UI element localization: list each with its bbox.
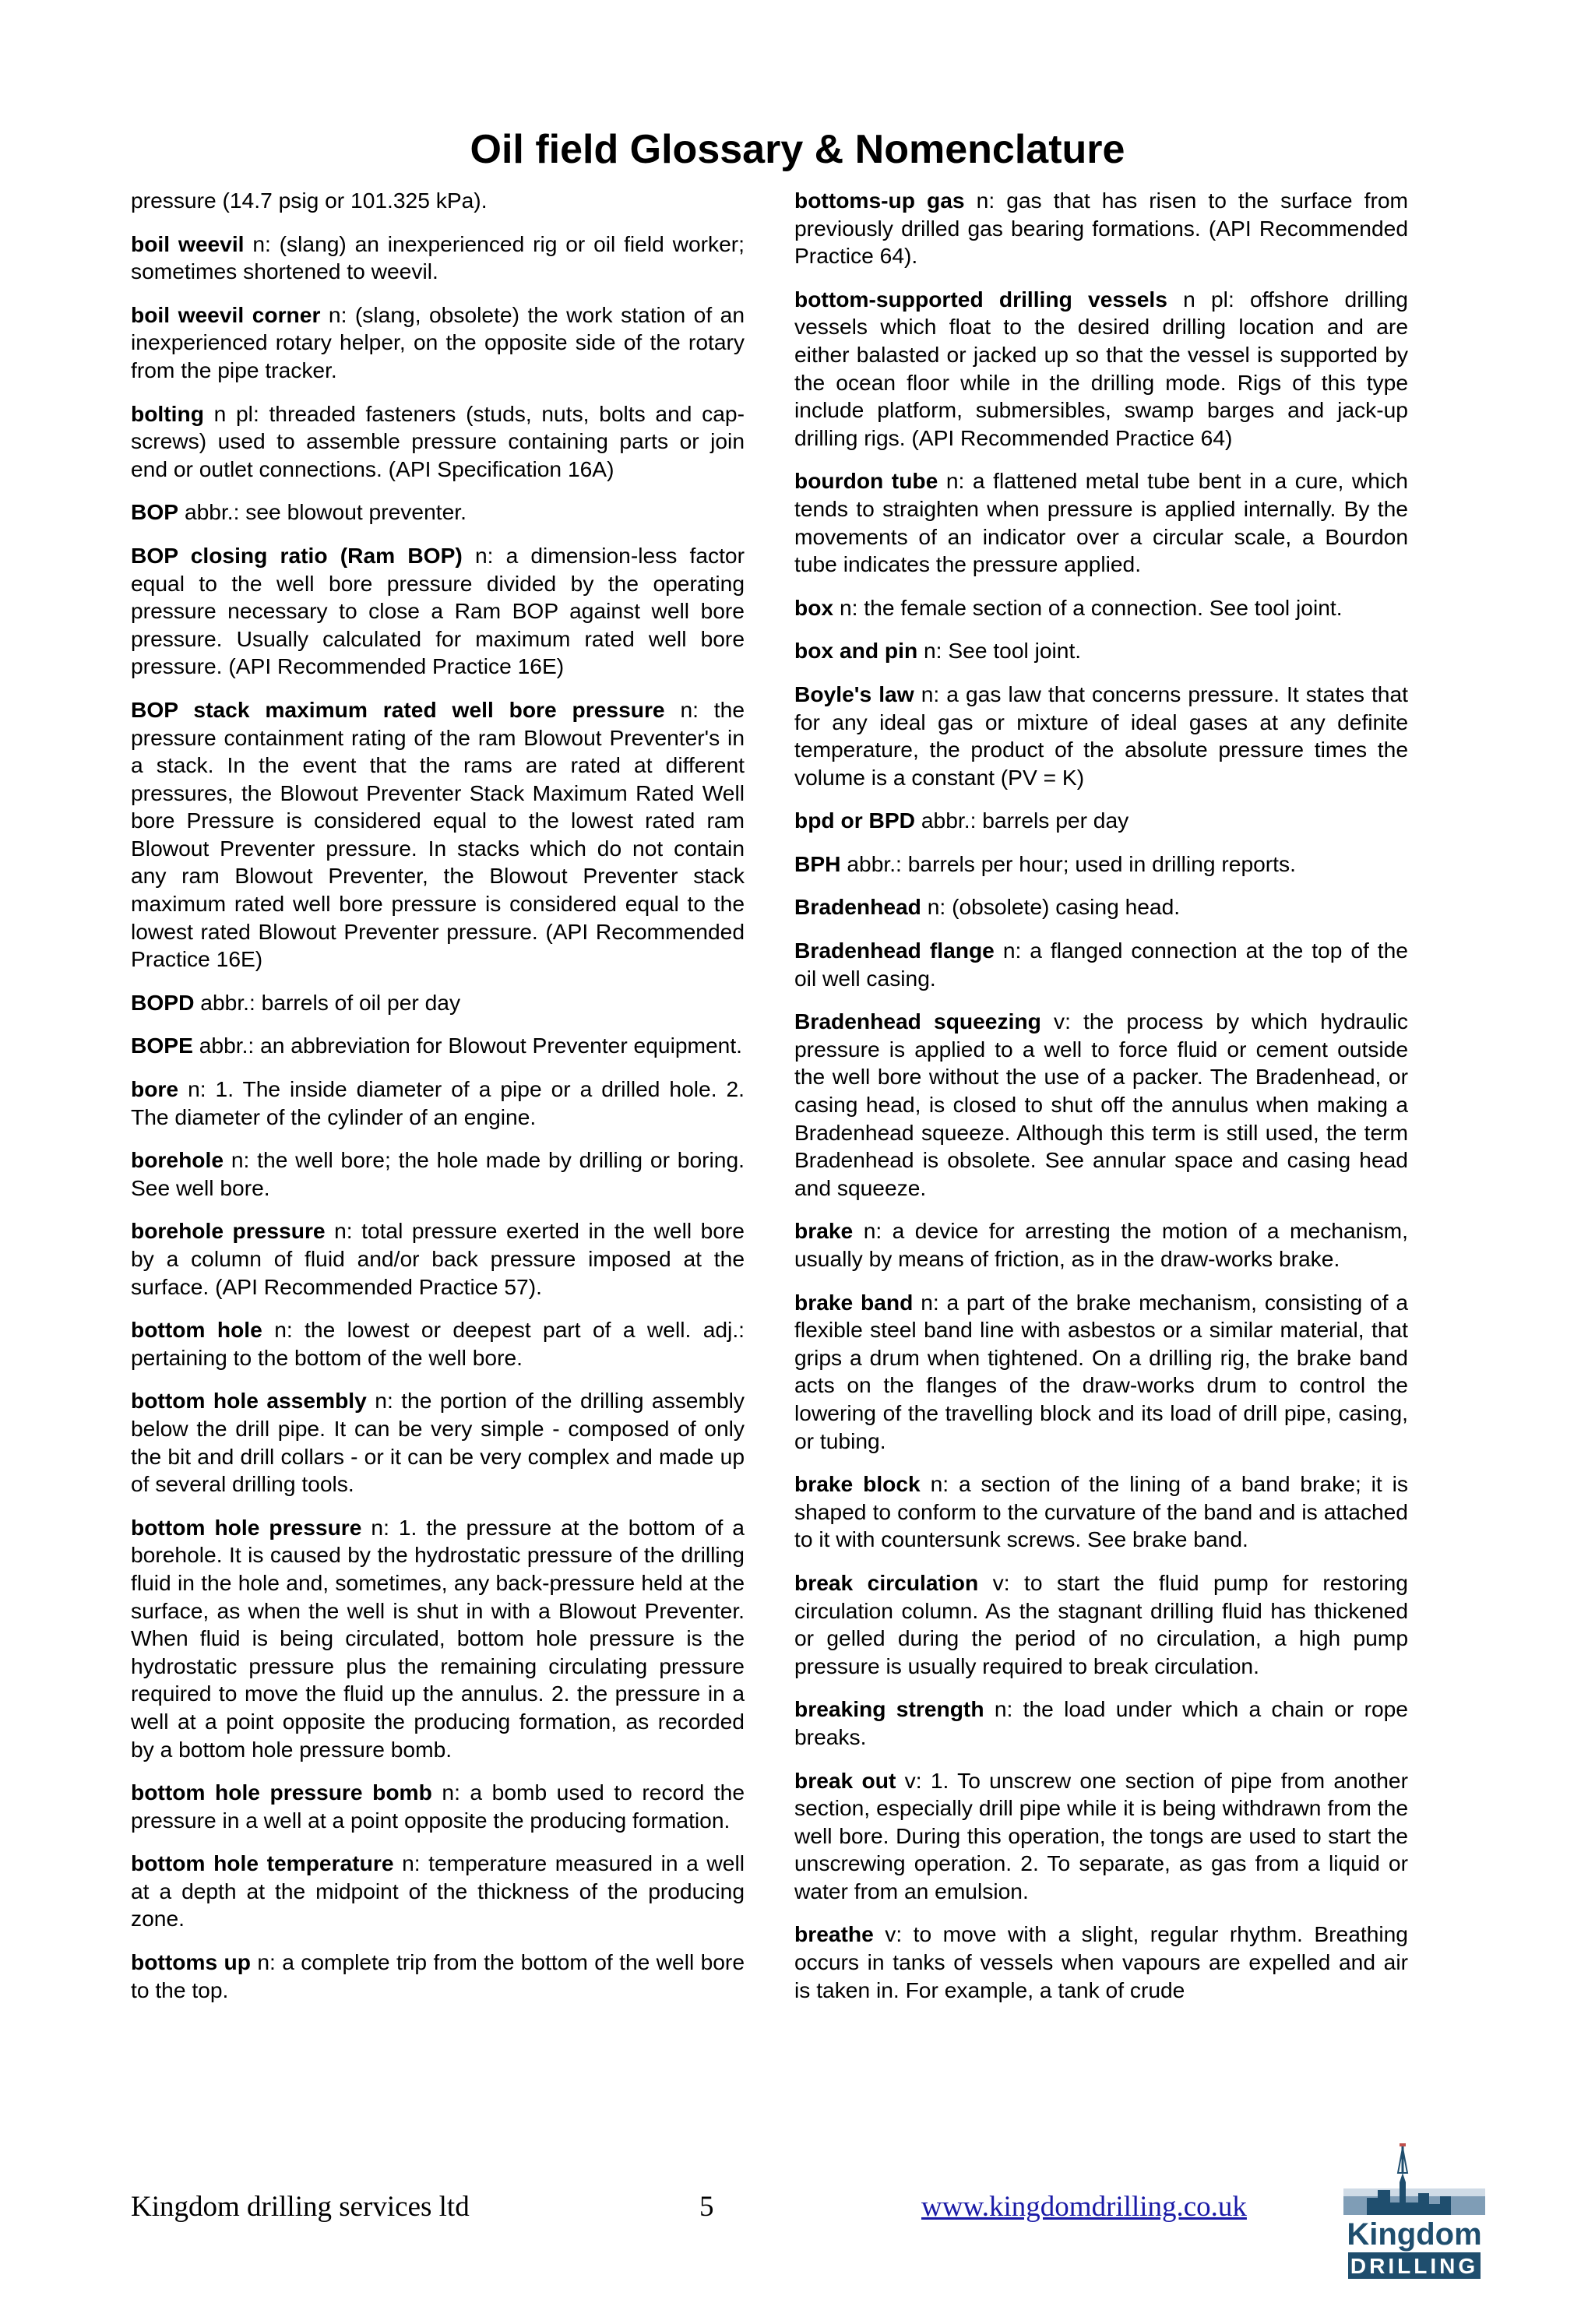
glossary-definition: n pl: threaded fasteners (studs, nuts, bolts and cap-screws) used to assemble pressure containing parts or join end or outlet connections. (API Specification 16A) — [131, 400, 745, 481]
glossary-term: BOPE — [131, 1033, 193, 1058]
glossary-term: bottoms up — [131, 1949, 251, 1975]
website-link[interactable]: www.kingdomdrilling.co.uk — [921, 2191, 1247, 2223]
glossary-term: borehole — [131, 1147, 224, 1173]
glossary-term: brake block — [794, 1471, 921, 1497]
glossary-entry — [794, 1289, 1408, 1456]
glossary-definition: n pl: offshore drilling vessels which float to the desired drilling location and are either balasted or jacked up so that the vessel is supported by the ocean floor while in the drilling mode. Rigs of this type include platform, submersibles, swamp barges and jack-up drilling rigs. (API Recommended Practice 64) — [794, 286, 1408, 450]
glossary-entry — [131, 187, 745, 215]
glossary-entry — [794, 637, 1408, 665]
glossary-term: BOP stack maximum rated well bore pressure — [131, 696, 665, 722]
glossary-entry — [794, 1767, 1408, 1906]
glossary-term: Bradenhead squeezing — [794, 1009, 1041, 1034]
glossary-definition: n: the load under which a chain or rope breaks. — [794, 1696, 1408, 1749]
glossary-entry — [794, 1470, 1408, 1554]
glossary-definition: n: the well bore; the hole made by drilling or boring. See well bore. — [131, 1147, 745, 1200]
glossary-definition: abbr.: see blowout preventer. — [184, 499, 467, 525]
glossary-term: break out — [794, 1767, 896, 1793]
glossary-definition: n: a complete trip from the bottom of the well bore to the top. — [131, 1949, 745, 2002]
glossary-entry — [794, 594, 1408, 622]
glossary-definition: v: 1. To unscrew one section of pipe from another section, especially drill pipe while it is being withdrawn from the well bore. During this operation, the tongs are used to start the unscrewing operation. 2. To separate, as gas from a liquid or water from an emulsion. — [794, 1767, 1408, 1903]
glossary-definition: n: (slang, obsolete) the work station of an inexperienced rotary helper, on the opposite side of the rotary from the pipe tracker. — [131, 301, 745, 382]
glossary-definition: n: (obsolete) casing head. — [927, 894, 1181, 920]
glossary-term: bottom-supported drilling vessels — [794, 286, 1167, 312]
glossary-entry — [794, 1695, 1408, 1751]
glossary-entry — [794, 681, 1408, 791]
page-title: Oil field Glossary & Nomenclature — [470, 127, 1125, 172]
glossary-definition: n: the lowest or deepest part of a well. adj.: pertaining to the bottom of the well bore. — [131, 1317, 745, 1370]
glossary-entry — [131, 1387, 745, 1498]
glossary-entry — [131, 498, 745, 526]
glossary-definition: abbr.: barrels per day — [921, 808, 1129, 833]
page-number: 5 — [699, 2191, 714, 2223]
glossary-entry — [794, 893, 1408, 921]
glossary-definition: n: a flanged connection at the top of the oil well casing. — [794, 938, 1408, 991]
glossary-entry — [131, 400, 745, 484]
glossary-definition: abbr.: barrels of oil per day — [200, 989, 461, 1015]
glossary-entry — [131, 1316, 745, 1372]
glossary-definition: n: a section of the lining of a band brake; it is shaped to conform to the curvature of the band and is attached to it with countersunk screws. See brake band. — [794, 1471, 1408, 1552]
glossary-term: BOP — [131, 499, 179, 525]
glossary-definition: n: a part of the brake mechanism, consisting of a flexible steel band line with asbestos or a similar material, that grips a drum when tightened. On a drilling rig, the brake band acts on the flanges of the draw-works drum to control the lowering of the travelling block and its load of drill pipe, casing, or tubing. — [794, 1289, 1408, 1453]
glossary-entry — [131, 301, 745, 385]
glossary-term: box and pin — [794, 638, 918, 664]
glossary-column-left — [131, 187, 745, 2019]
glossary-definition: abbr.: an abbreviation for Blowout Preventer equipment. — [199, 1033, 743, 1058]
glossary-entry — [131, 696, 745, 974]
glossary-term: break circulation — [794, 1569, 979, 1595]
glossary-term: bottom hole — [131, 1317, 262, 1343]
glossary-entry — [131, 1217, 745, 1301]
glossary-column-right — [794, 187, 1408, 2019]
glossary-definition: v: to start the fluid pump for restoring circulation column. As the stagnant drilling fluid has thickened or gelled during the period of no circulation, a high pump pressure is usually required to break circulation. — [794, 1569, 1408, 1678]
glossary-term: boil weevil corner — [131, 301, 321, 327]
glossary-definition: v: to move with a slight, regular rhythm. Breathing occurs in tanks of vessels when vapours are expelled and air is taken in. For example, a tank of crude — [794, 1921, 1408, 2002]
glossary-term: Bradenhead — [794, 894, 921, 920]
glossary-definition: n: the pressure containment rating of the ram Blowout Preventer's in a stack. In the event that the rams are rated at different pressures, the Blowout Preventer Stack Maximum Rated Well bore Pressure is considered equal to the lowest rated ram Blowout Preventer pressure. In stacks which do not contain any ram Blowout Preventer, the Blowout Preventer stack maximum rated well bore pressure is considered equal to the lowest rated Blowout Preventer pressure. (API Recommended Practice 16E) — [131, 696, 745, 972]
glossary-entry — [131, 1514, 745, 1763]
glossary-term: bottom hole pressure — [131, 1514, 362, 1540]
glossary-entry — [131, 231, 745, 286]
glossary-entry — [794, 850, 1408, 879]
glossary-entry — [131, 1146, 745, 1202]
logo-text-kingdom: Kingdom — [1347, 2217, 1482, 2252]
kingdom-drilling-logo — [1343, 2142, 1485, 2282]
glossary-entry — [794, 807, 1408, 835]
glossary-term: bottoms-up gas — [794, 188, 965, 213]
glossary-term: brake — [794, 1218, 854, 1244]
glossary-definition: n: gas that has risen to the surface from previously drilled gas bearing formations. (API Recommended Practice 64). — [794, 188, 1408, 269]
glossary-term: bolting — [131, 400, 204, 426]
glossary-entry — [794, 1217, 1408, 1273]
glossary-definition: n: See tool joint. — [924, 638, 1082, 664]
glossary-term: BOPD — [131, 989, 195, 1015]
glossary-entry — [794, 286, 1408, 452]
glossary-entry — [131, 542, 745, 681]
glossary-entry — [794, 187, 1408, 270]
glossary-term: bottom hole pressure bomb — [131, 1780, 432, 1805]
glossary-definition: n: a dimension-less factor equal to the well bore pressure divided by the operating pressure necessary to close a Ram BOP against well bore pressure. Usually calculated for maximum rated well bore pressure. (API Recommended Practice 16E) — [131, 542, 745, 679]
glossary-term: bottom hole assembly — [131, 1388, 367, 1414]
glossary-entry — [794, 1569, 1408, 1680]
logo-text-drilling: DRILLING — [1350, 2254, 1479, 2278]
glossary-entry — [131, 989, 745, 1017]
glossary-definition: n: temperature measured in a well at a depth at the midpoint of the thickness of the producing zone. — [131, 1850, 745, 1931]
glossary-definition: n: the female section of a connection. See tool joint. — [839, 594, 1343, 620]
footer-company: Kingdom drilling services ltd — [131, 2191, 470, 2223]
glossary-term: bourdon tube — [794, 468, 938, 494]
glossary-term: breaking strength — [794, 1696, 984, 1722]
glossary-entry — [794, 1008, 1408, 1202]
glossary-term: breathe — [794, 1921, 874, 1947]
glossary-entry — [131, 1779, 745, 1834]
glossary-term: bpd or BPD — [794, 808, 916, 833]
glossary-definition: pressure (14.7 psig or 101.325 kPa). — [131, 188, 488, 213]
glossary-entry — [794, 1921, 1408, 2004]
glossary-definition: n: (slang) an inexperienced rig or oil field worker; sometimes shortened to weevil. — [131, 231, 745, 284]
glossary-term: bottom hole temperature — [131, 1850, 394, 1876]
glossary-entry — [131, 1076, 745, 1131]
glossary-term: BOP closing ratio (Ram BOP) — [131, 542, 463, 568]
glossary-term: bore — [131, 1076, 179, 1102]
glossary-definition: n: the portion of the drilling assembly below the drill pipe. It can be very simple - composed of only the bit and drill collars - or it can be very complex and made up of several drilling tools. — [131, 1388, 745, 1497]
glossary-definition: n: a bomb used to record the pressure in a well at a point opposite the producing formation. — [131, 1780, 745, 1833]
glossary-entry — [131, 1032, 745, 1060]
glossary-definition: n: total pressure exerted in the well bore by a column of fluid and/or back pressure imposed at the surface. (API Recommended Practice 57). — [131, 1218, 745, 1299]
glossary-definition: n: a flattened metal tube bent in a cure, which tends to straighten when pressure is applied internally. By the movements of an indicator over a circular scale, a Bourdon tube indicates the pressure applied. — [794, 468, 1408, 577]
glossary-definition: n: a gas law that concerns pressure. It states that for any ideal gas or mixture of ideal gases at any definite temperature, the product of the absolute pressure times the volume is a constant (PV = K) — [794, 681, 1408, 790]
drilling-rig-skyline-icon — [1343, 2143, 1485, 2215]
glossary-entry — [794, 467, 1408, 578]
glossary-definition: n: a device for arresting the motion of a mechanism, usually by means of friction, as in the draw-works brake. — [794, 1218, 1408, 1271]
glossary-entry — [131, 1949, 745, 2004]
glossary-definition: abbr.: barrels per hour; used in drilling reports. — [847, 850, 1296, 876]
glossary-term: Boyle's law — [794, 681, 914, 706]
glossary-term: box — [794, 594, 834, 620]
glossary-term: Bradenhead flange — [794, 938, 995, 963]
glossary-term: boil weevil — [131, 231, 245, 256]
glossary-entry — [131, 1850, 745, 1933]
glossary-entry — [794, 937, 1408, 992]
glossary-term: borehole pressure — [131, 1218, 326, 1244]
glossary-term: brake band — [794, 1289, 914, 1315]
glossary-definition: v: the process by which hydraulic pressure is applied to a well to force fluid or cement outside the well bore without the use of a packer. The Bradenhead, or casing head, is closed to shut off the annulus when making a Bradenhead squeeze. Although this term is still used, the term Bradenhead is obsolete. See annular space and casing head and squeeze. — [794, 1009, 1409, 1200]
glossary-definition: n: 1. the pressure at the bottom of a borehole. It is caused by the hydrostatic pressure of the drilling fluid in the hole and, sometimes, any back-pressure held at the surface, as when the well is shut in with a Blowout Preventer. When fluid is being circulated, bottom hole pressure is the hydrostatic pressure plus the remaining circulating pressure required to move the fluid up the annulus. 2. the pressure in a well at a point opposite the producing formation, as recorded by a bottom hole pressure bomb. — [131, 1514, 745, 1762]
glossary-term: BPH — [794, 850, 841, 876]
glossary-definition: n: 1. The inside diameter of a pipe or a drilled hole. 2. The diameter of the cylinder of an engine. — [131, 1076, 745, 1129]
